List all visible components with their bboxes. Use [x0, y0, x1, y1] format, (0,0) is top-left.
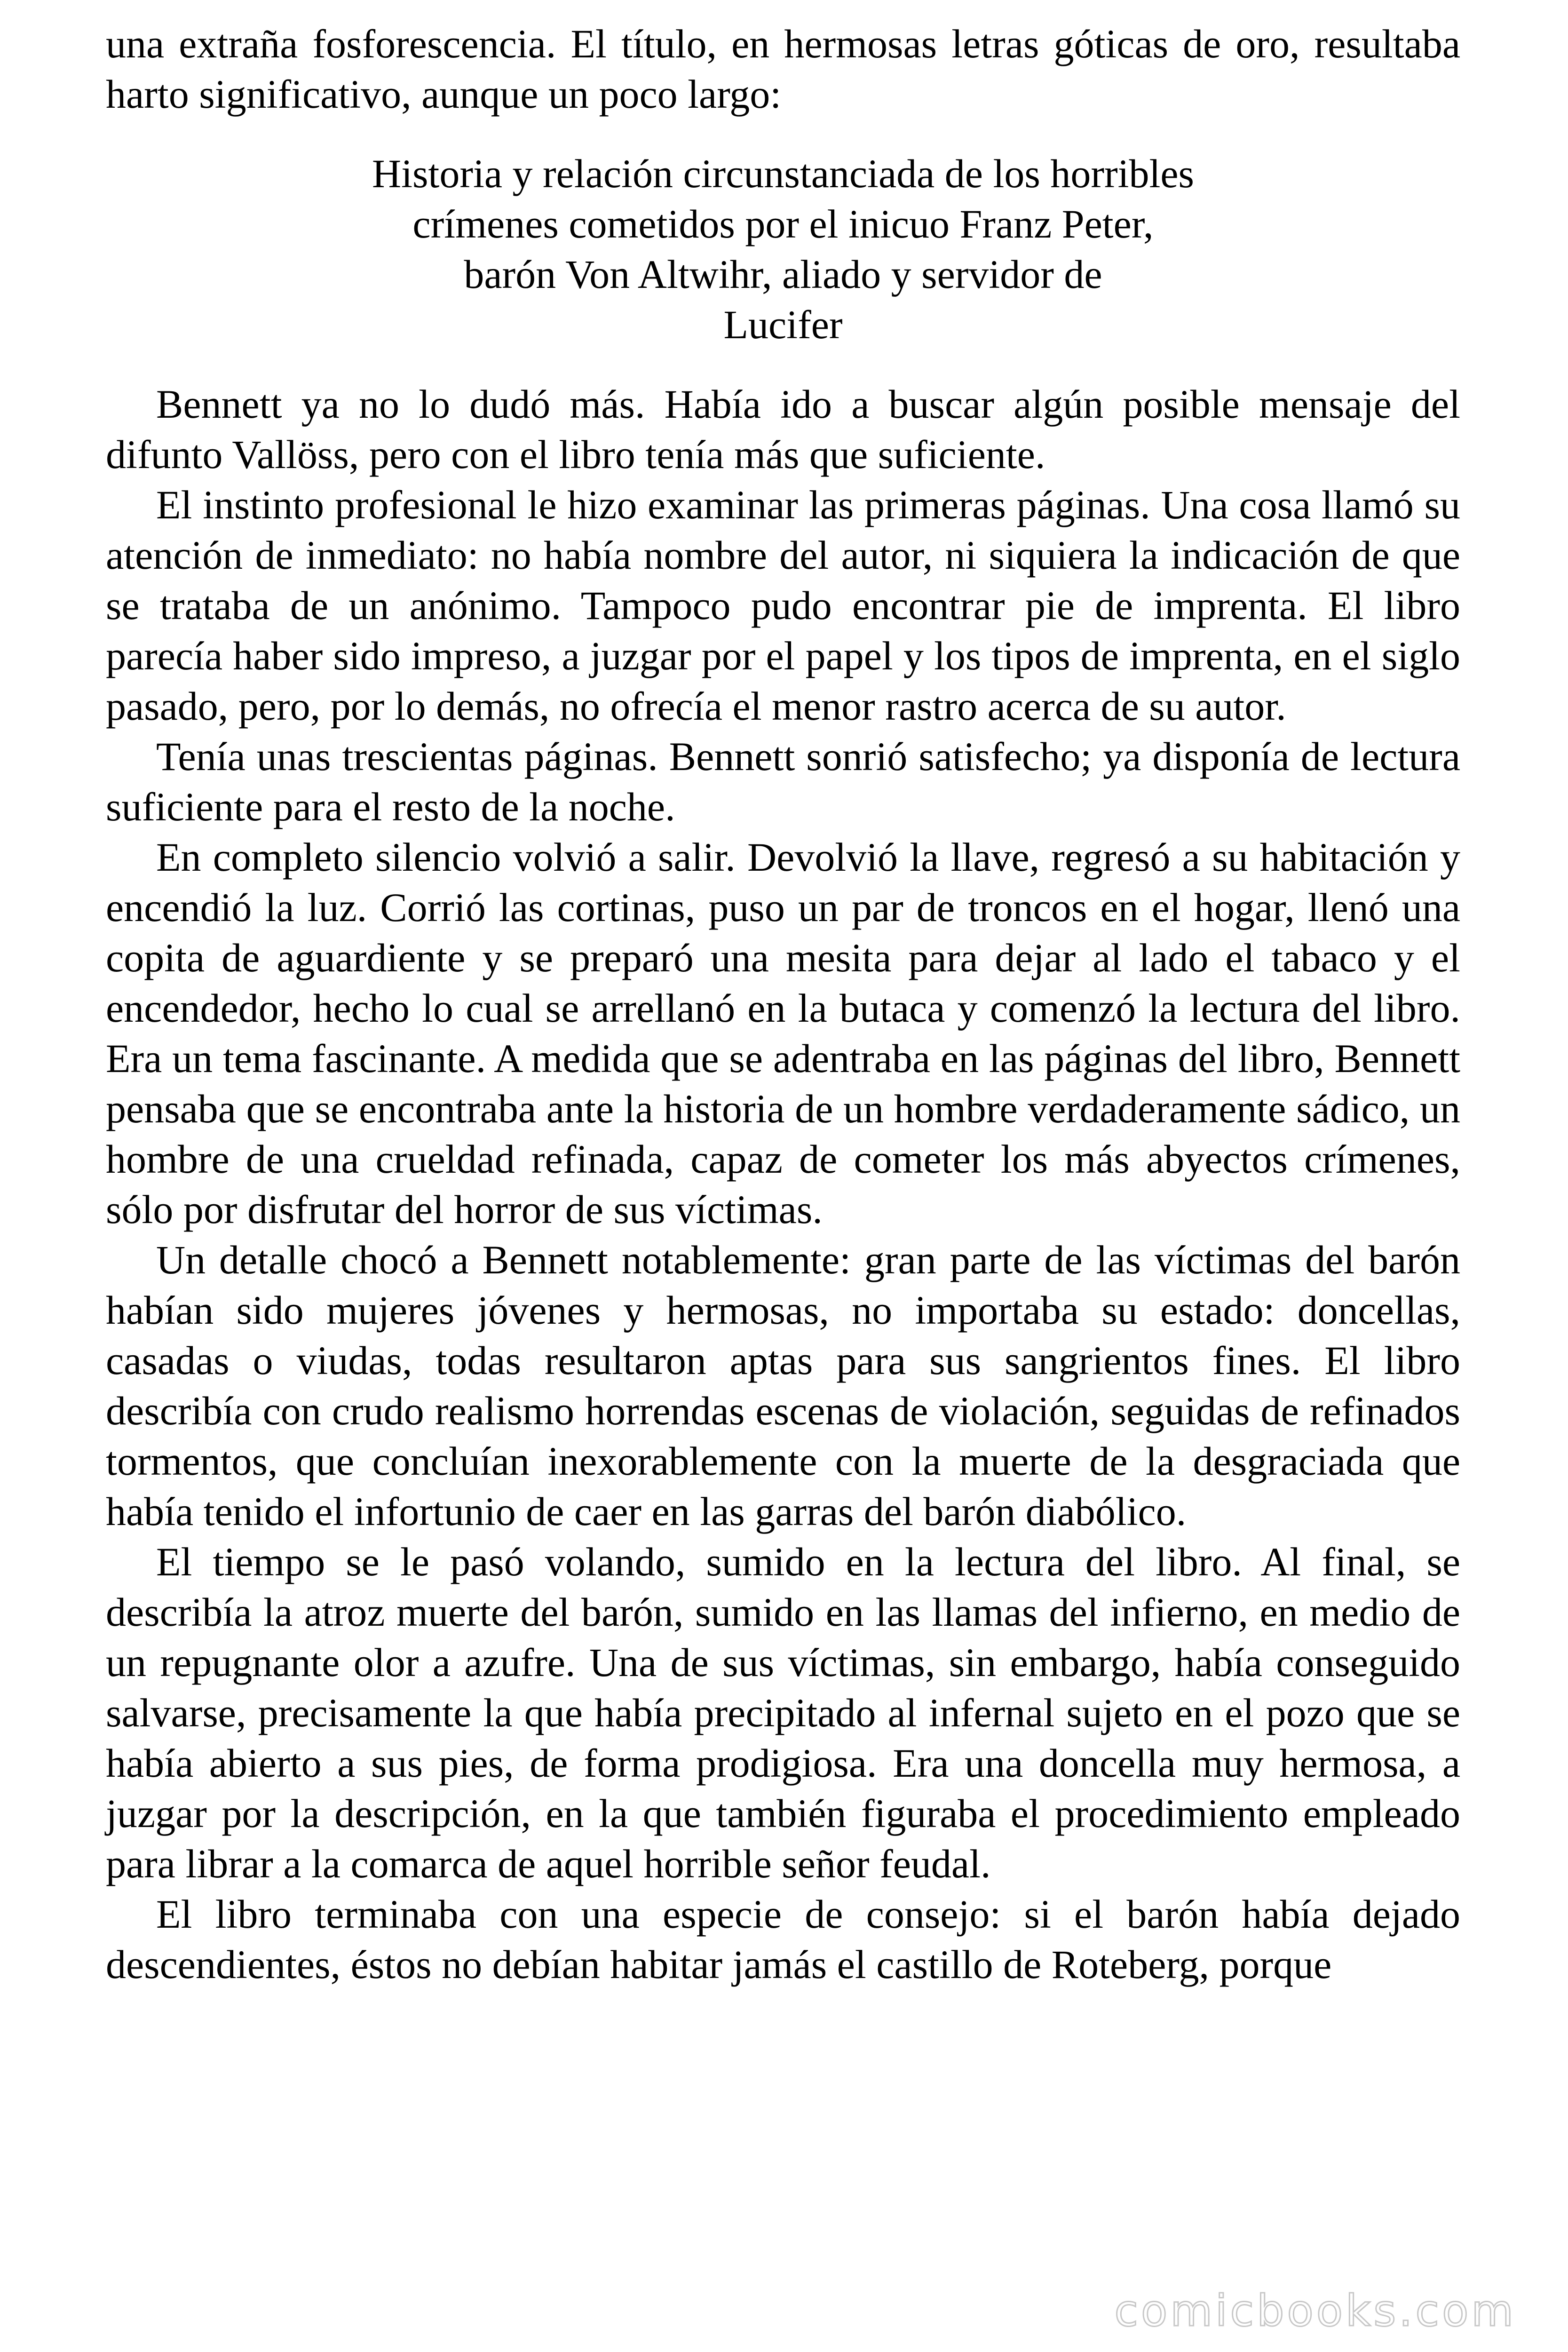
book-title-block [106, 149, 1460, 350]
paragraph-5: Un detalle chocó a Bennett notablemente: gran parte de las víctimas del barón habían sido mujeres jóvenes y hermosas, no importaba su estado: doncellas, casadas o viudas, todas resultaron aptas para sus sangrientos fines. El libro describía con crudo realismo horrendas escenas de violación, seguidas de refinados tormentos, que concluían inexorablemente con la muerte de la desgraciada que había tenido el infortunio de caer en las garras del barón diabólico. [106, 1237, 1460, 1534]
paragraph-7: El libro terminaba con una especie de consejo: si el barón había dejado descendientes, éstos no debían habitar jamás el castillo de Roteberg, porque [106, 1891, 1460, 1987]
watermark: comicbooks.com [1114, 2286, 1516, 2336]
opening-paragraph: una extraña fosforescencia. El título, en hermosas letras góticas de oro, resultaba harto significativo, aunque un poco largo: [106, 21, 1460, 117]
paragraph-4: En completo silencio volvió a salir. Devolvió la llave, regresó a su habitación y encendió la luz. Corrió las cortinas, puso un par de troncos en el hogar, llenó una copita de aguardiente y se preparó una mesita para dejar al lado el tabaco y el encendedor, hecho lo cual se arrellanó en la butaca y comenzó la lectura del libro. Era un tema fascinante. A medida que se adentraba en las páginas del libro, Bennett pensaba que se encontraba ante la historia de un hombre verdaderamente sádico, un hombre de una crueldad refinada, capaz de cometer los más abyectos crímenes, sólo por disfrutar del horror de sus víctimas. [106, 834, 1460, 1232]
paragraph-2: El instinto profesional le hizo examinar las primeras páginas. Una cosa llamó su atención de inmediato: no había nombre del autor, ni siquiera la indicación de que se trataba de un anónimo. Tampoco pudo encontrar pie de imprenta. El libro parecía haber sido impreso, a juzgar por el papel y los tipos de imprenta, en el siglo pasado, pero, por lo demás, no ofrecía el menor rastro acerca de su autor. [106, 482, 1460, 729]
document-page [106, 19, 1460, 1990]
book-title-line-4: Lucifer [723, 302, 843, 347]
paragraph-6: El tiempo se le pasó volando, sumido en la lectura del libro. Al final, se describía la atroz muerte del barón, sumido en las llamas del infierno, en medio de un repugnante olor a azufre. Una de sus víctimas, sin embargo, había conseguido salvarse, precisamente la que había precipitado al infernal sujeto en el pozo que se había abierto a sus pies, de forma prodigiosa. Era una doncella muy hermosa, a juzgar por la descripción, en la que también figuraba el procedimiento empleado para librar a la comarca de aquel horrible señor feudal. [106, 1539, 1460, 1886]
paragraph-1: Bennett ya no lo dudó más. Había ido a buscar algún posible mensaje del difunto Vallöss, pero con el libro tenía más que suficiente. [106, 381, 1460, 477]
book-title-line-1: Historia y relación circunstanciada de los horribles [372, 151, 1195, 196]
book-title-line-2: crímenes cometidos por el inicuo Franz Peter, [412, 201, 1154, 246]
paragraph-3: Tenía unas trescientas páginas. Bennett sonrió satisfecho; ya disponía de lectura suficiente para el resto de la noche. [106, 734, 1460, 829]
book-title-line-3: barón Von Altwihr, aliado y servidor de [464, 252, 1102, 297]
